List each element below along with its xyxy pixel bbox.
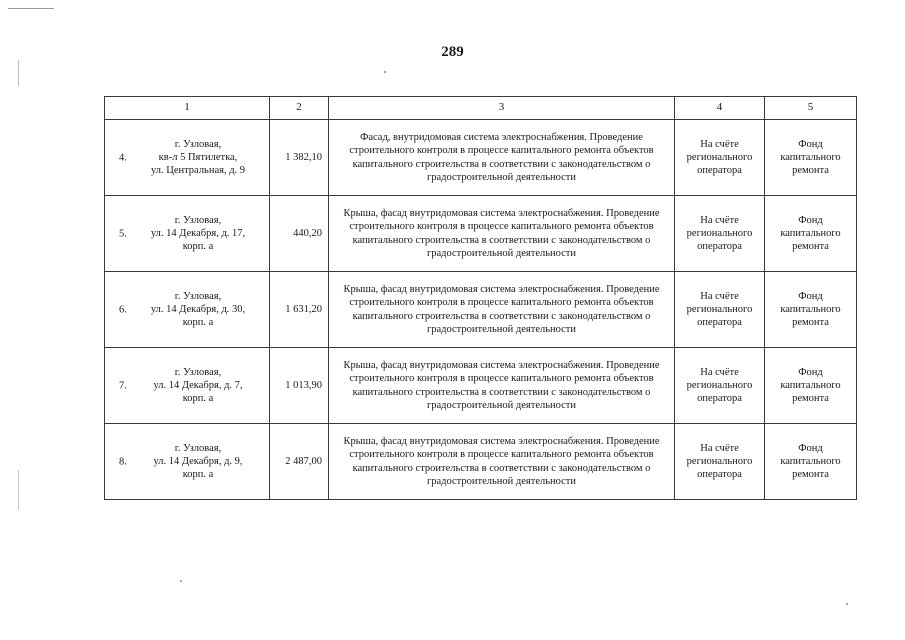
scan-edge-mark xyxy=(18,470,19,510)
row-number: 5. xyxy=(119,227,127,239)
works-cell: Крыша, фасад внутридомовая система электроснабжения. Проведение строительного контроля в процессе капитального ремонта объектов капитального строительства в соответствии с законодательством о градостроительной деятельности xyxy=(329,272,675,348)
table-row xyxy=(105,196,857,272)
address-text: г. Узловая, ул. 14 Декабря, д. 7, корп. а xyxy=(153,366,243,405)
account-cell: На счёте регионального оператора xyxy=(675,272,765,348)
address-text: г. Узловая, кв-л 5 Пятилетка, ул. Центральная, д. 9 xyxy=(150,138,246,177)
works-cell: Крыша, фасад внутридомовая система электроснабжения. Проведение строительного контроля в процессе капитального ремонта объектов капитального строительства в соответствии с законодательством о градостроительной деятельности xyxy=(329,348,675,424)
table-row xyxy=(105,348,857,424)
area-cell: 2 487,00 xyxy=(270,424,329,500)
column-header: 4 xyxy=(675,97,765,120)
scan-edge-mark xyxy=(8,8,54,9)
address-text: г. Узловая, ул. 14 Декабря, д. 17, корп. а xyxy=(150,214,246,253)
address-text: г. Узловая, ул. 14 Декабря, д. 9, корп. а xyxy=(153,442,243,481)
table-row xyxy=(105,424,857,500)
account-cell: На счёте регионального оператора xyxy=(675,424,765,500)
account-cell: На счёте регионального оператора xyxy=(675,196,765,272)
address-cell xyxy=(105,424,270,500)
table-row xyxy=(105,272,857,348)
works-cell: Крыша, фасад внутридомовая система электроснабжения. Проведение строительного контроля в процессе капитального ремонта объектов капитального строительства в соответствии с законодательством о градостроительной деятельности xyxy=(329,196,675,272)
column-header: 3 xyxy=(329,97,675,120)
scan-speck xyxy=(846,603,848,605)
table-row xyxy=(105,120,857,196)
table-header-row xyxy=(105,97,857,120)
address-cell xyxy=(105,348,270,424)
area-cell: 440,20 xyxy=(270,196,329,272)
row-number: 8. xyxy=(119,455,127,467)
row-number: 7. xyxy=(119,379,127,391)
scan-speck xyxy=(384,71,386,73)
account-cell: На счёте регионального оператора xyxy=(675,348,765,424)
works-table xyxy=(104,96,857,500)
column-header: 1 xyxy=(105,97,270,120)
row-number: 6. xyxy=(119,303,127,315)
account-cell: На счёте регионального оператора xyxy=(675,120,765,196)
column-header: 5 xyxy=(765,97,857,120)
column-header: 2 xyxy=(270,97,329,120)
address-cell xyxy=(105,120,270,196)
fund-cell: Фонд капитального ремонта xyxy=(765,272,857,348)
address-text: г. Узловая, ул. 14 Декабря, д. 30, корп. а xyxy=(150,290,246,329)
fund-cell: Фонд капитального ремонта xyxy=(765,120,857,196)
scan-edge-mark xyxy=(18,60,19,86)
area-cell: 1 631,20 xyxy=(270,272,329,348)
area-cell: 1 013,90 xyxy=(270,348,329,424)
area-cell: 1 382,10 xyxy=(270,120,329,196)
page-number: 289 xyxy=(441,44,464,60)
scan-speck xyxy=(180,580,182,582)
works-cell: Крыша, фасад внутридомовая система электроснабжения. Проведение строительного контроля в процессе капитального ремонта объектов капитального строительства в соответствии с законодательством о градостроительной деятельности xyxy=(329,424,675,500)
fund-cell: Фонд капитального ремонта xyxy=(765,196,857,272)
address-cell xyxy=(105,272,270,348)
row-number: 4. xyxy=(119,151,127,163)
works-cell: Фасад, внутридомовая система электроснабжения. Проведение строительного контроля в процессе капитального ремонта объектов капитального строительства в соответствии с законодательством о градостроительной деятельности xyxy=(329,120,675,196)
fund-cell: Фонд капитального ремонта xyxy=(765,348,857,424)
fund-cell: Фонд капитального ремонта xyxy=(765,424,857,500)
address-cell xyxy=(105,196,270,272)
